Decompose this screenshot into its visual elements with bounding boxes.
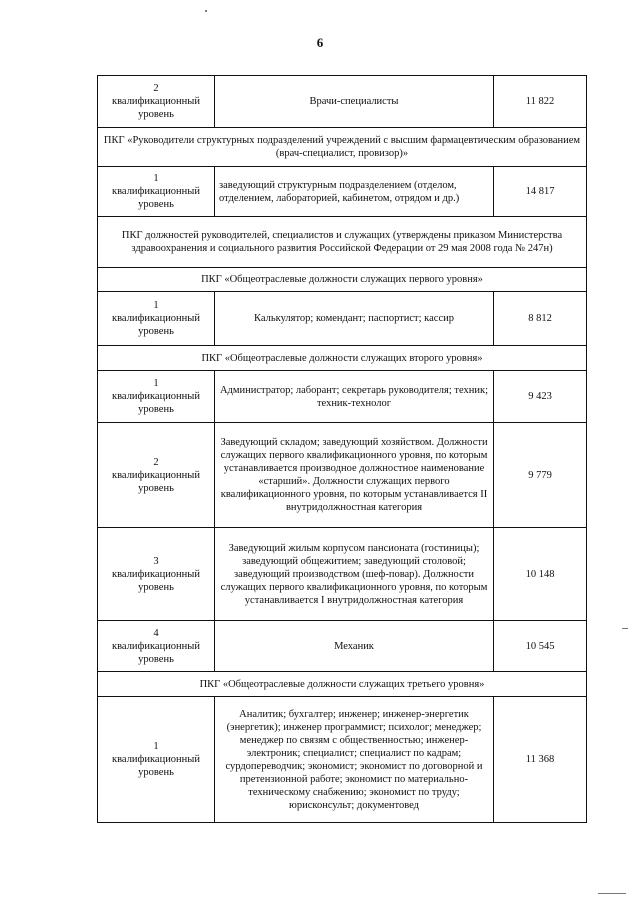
table-row: [98, 167, 587, 217]
salary-cell: 14 817: [494, 167, 587, 217]
table-row: [98, 128, 587, 167]
page-number: 6: [316, 35, 324, 50]
level-number: 2: [153, 456, 159, 468]
level-number: 1: [153, 378, 159, 389]
level-label: квалификационный: [112, 640, 200, 652]
level-label: уровень: [138, 326, 174, 337]
salary-cell: 9 423: [494, 371, 587, 423]
salary-cell: 11 368: [494, 697, 587, 823]
table-row: [98, 346, 587, 371]
level-label: уровень: [138, 581, 174, 593]
group-header: ПКГ «Общеотраслевые должности служащих второго уровня»: [98, 346, 587, 371]
level-label: квалификационный: [112, 568, 200, 580]
level-label: квалификационный: [112, 754, 200, 765]
position-cell: Администратор; лаборант; секретарь руководителя; техник; техник-технолог: [215, 371, 494, 423]
level-label: уровень: [138, 767, 174, 778]
level-label: квалификационный: [112, 469, 200, 481]
group-header: ПКГ «Общеотраслевые должности служащих первого уровня»: [98, 268, 587, 292]
scan-mark: [622, 628, 628, 629]
table-row: [98, 292, 587, 346]
level-label: уровень: [138, 109, 174, 120]
table-row: [98, 621, 587, 672]
level-number: 1: [153, 741, 159, 752]
salary-cell: 11 822: [494, 76, 587, 128]
table-row: [98, 76, 587, 128]
level-label: квалификационный: [112, 96, 200, 107]
group-header: ПКГ «Общеотраслевые должности служащих третьего уровня»: [98, 672, 587, 697]
level-label: квалификационный: [112, 186, 200, 197]
group-header: ПКГ «Руководители структурных подразделений учреждений с высшим фармацевтическим образованием (врач-специалист, провизор)»: [98, 128, 587, 167]
qualification-level-cell: [98, 528, 215, 621]
level-label: уровень: [138, 482, 174, 494]
qualification-level-cell: [98, 621, 215, 672]
group-header: ПКГ должностей руководителей, специалистов и служащих (утверждены приказом Министерства здравоохранения и социального развития Российской Федерации от 29 мая 2008 года № 247н): [98, 217, 587, 268]
qualification-level-cell: [98, 697, 215, 823]
salary-cell: 9 779: [494, 423, 587, 528]
table-row: [98, 217, 587, 268]
position-cell: Заведующий складом; заведующий хозяйством. Должности служащих первого квалификационного уровня, по которым устанавливается производное должностное наименование «старший». Должности служащих первого квалификационного уровня, по которым устанавливается II внутридолжностная категория: [215, 423, 494, 528]
qualification-level-cell: [98, 371, 215, 423]
table-row: [98, 423, 587, 528]
position-cell: Калькулятор; комендант; паспортист; кассир: [215, 292, 494, 346]
salary-cell: 8 812: [494, 292, 587, 346]
level-label: уровень: [138, 199, 174, 210]
position-cell: Механик: [215, 621, 494, 672]
position-cell: Аналитик; бухгалтер; инженер; инженер-энергетик (энергетик); инженер программист; психолог; менеджер; менеджер по связям с общественностью; инженер-электроник; специалист; специалист по кадрам; сурдопереводчик; экономист; экономист по договорной и претензионной работе; экономист по материально-техническому снабжению; экономист по труду; юрисконсульт; документовед: [215, 697, 494, 823]
qualification-level-cell: [98, 76, 215, 128]
table-row: [98, 528, 587, 621]
salary-cell: 10 545: [494, 621, 587, 672]
qualification-level-cell: [98, 423, 215, 528]
level-number: 4: [153, 627, 159, 639]
level-label: квалификационный: [112, 313, 200, 324]
position-cell: Врачи-специалисты: [215, 76, 494, 128]
salary-cell: 10 148: [494, 528, 587, 621]
level-label: квалификационный: [112, 391, 200, 402]
scan-speck: [205, 10, 207, 12]
position-cell: Заведующий жилым корпусом пансионата (гостиницы); заведующий общежитием; заведующий столовой; заведующий производством (шеф-повар). Должности служащих первого квалификационного уровня, по которым устанавливается I внутридолжностная категория: [215, 528, 494, 621]
level-label: уровень: [138, 653, 174, 665]
table-row: [98, 268, 587, 292]
table-row: [98, 672, 587, 697]
salary-table: [97, 75, 587, 823]
level-number: 1: [153, 173, 159, 184]
level-number: 1: [153, 300, 159, 311]
table-row: [98, 371, 587, 423]
qualification-level-cell: [98, 167, 215, 217]
position-cell: заведующий структурным подразделением (отделом, отделением, лабораторией, кабинетом, отрядом и др.): [215, 167, 494, 217]
qualification-level-cell: [98, 292, 215, 346]
scan-mark: [598, 893, 626, 894]
level-label: уровень: [138, 404, 174, 415]
table-row: [98, 697, 587, 823]
level-number: 3: [153, 555, 159, 567]
level-number: 2: [153, 83, 159, 94]
